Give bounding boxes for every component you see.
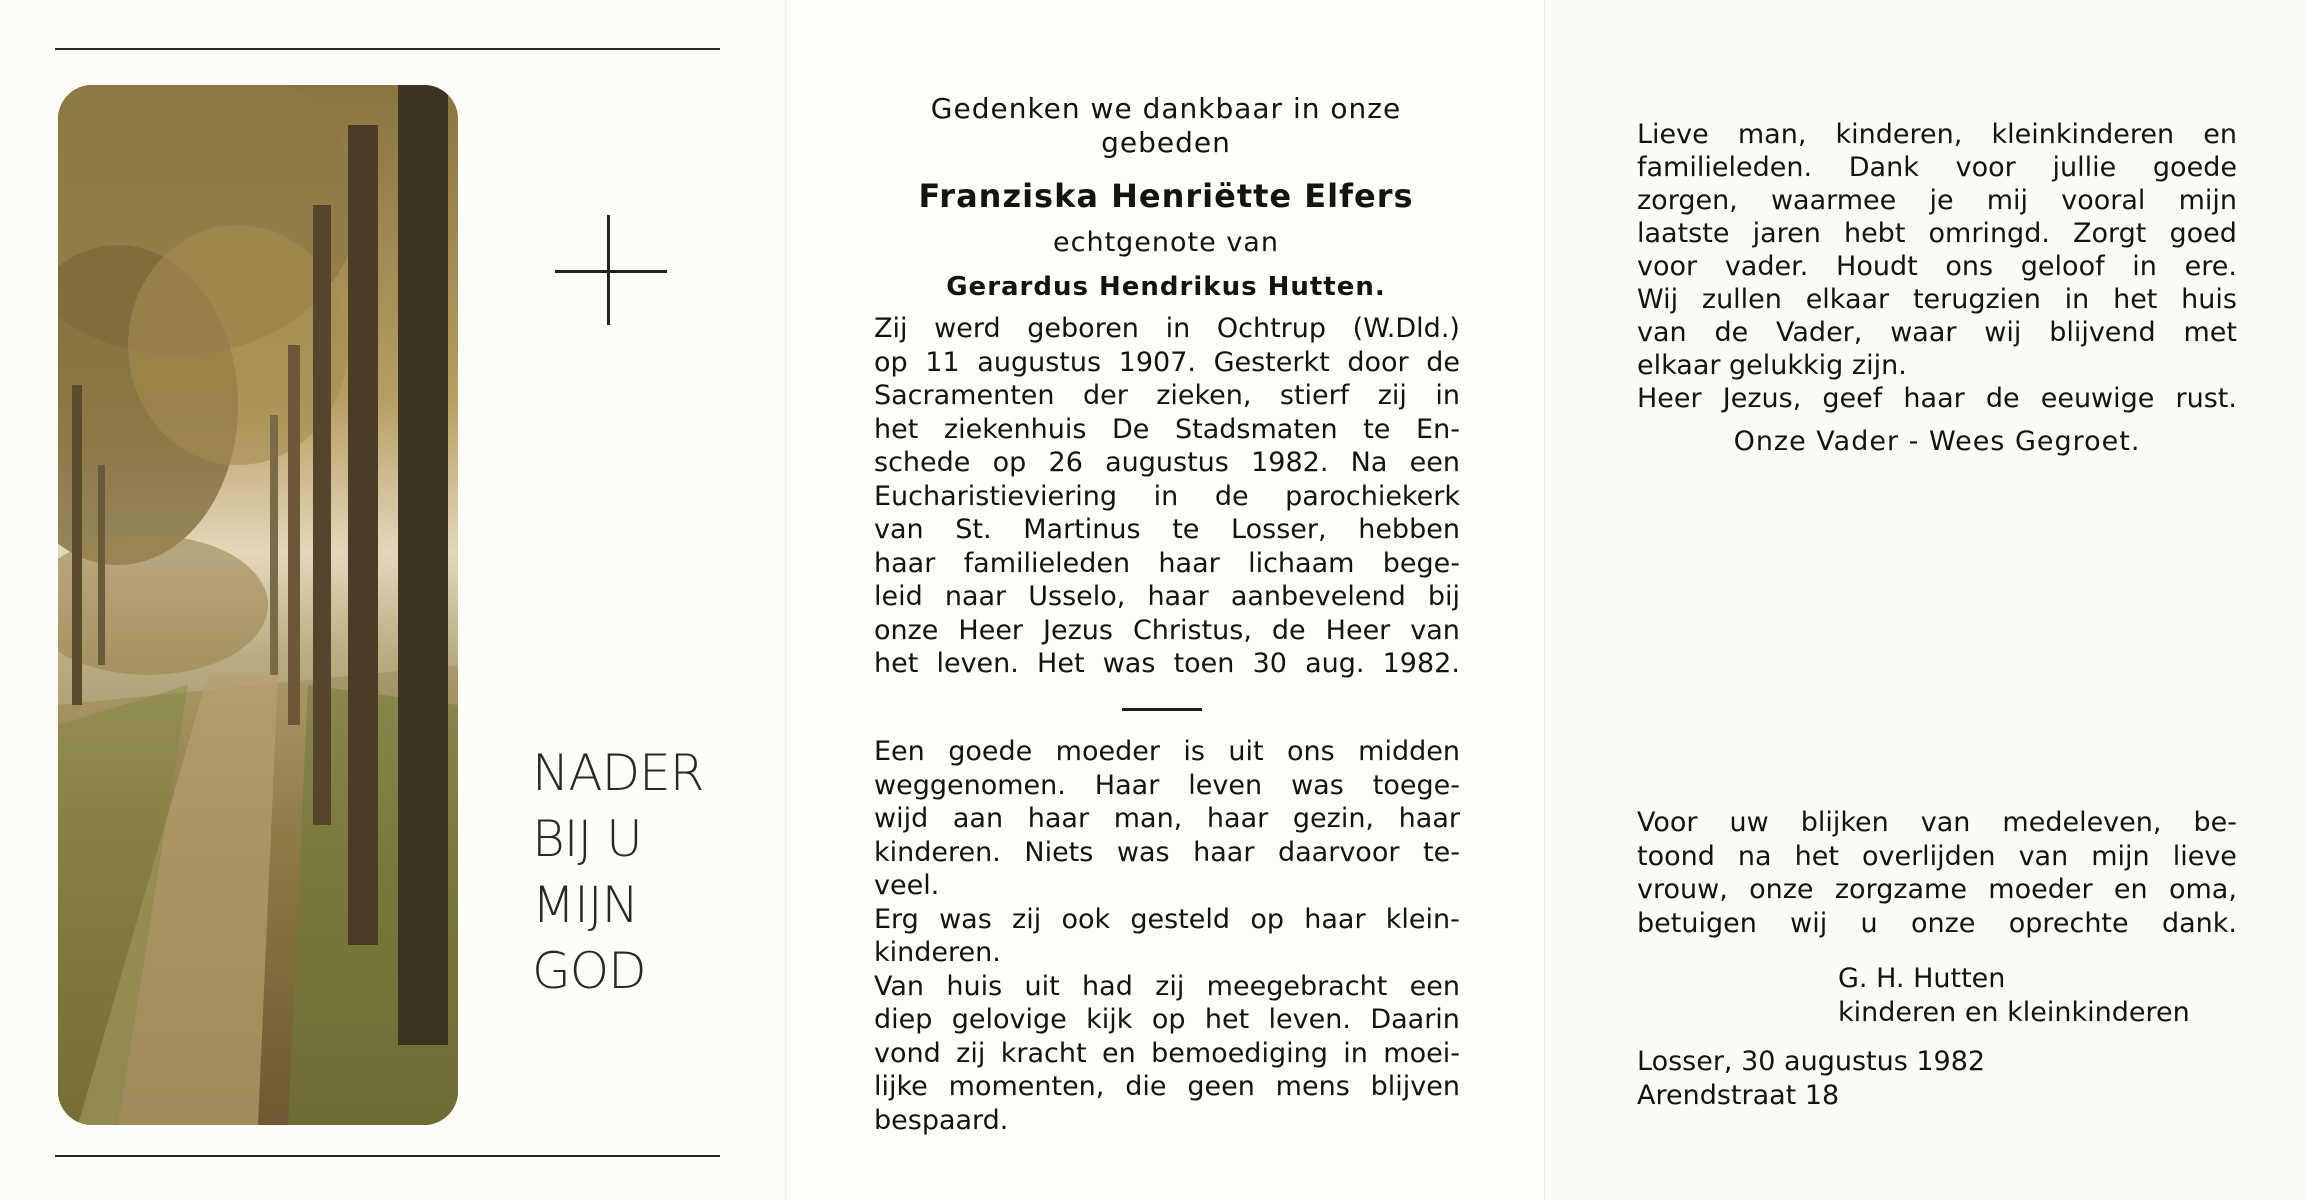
message-line: zorgen, waarmee je mij vooral mijn	[1637, 185, 2237, 216]
tribute	[874, 735, 1460, 1137]
message-line: Heer Jezus, geef haar de eeuwige rust.	[1637, 383, 2237, 414]
top-rule	[55, 48, 720, 50]
message-line: voor vader. Houdt ons geloof in ere.	[1637, 251, 2237, 282]
spouse-label: echtgenote van	[1053, 227, 1279, 258]
motto-line: GOD	[532, 942, 646, 1000]
signature	[1838, 962, 2258, 1029]
bottom-rule	[55, 1155, 720, 1157]
signature-name: G. H. Hutten	[1838, 963, 2006, 994]
bio-line: het ziekenhuis De Stadsmaten te En-	[874, 413, 1460, 445]
tribute-line: weggenomen. Haar leven was toege-	[874, 769, 1460, 801]
motto-line: NADER	[532, 744, 704, 802]
message-line: elkaar gelukkig zijn.	[1637, 350, 1907, 381]
intro	[846, 92, 1486, 160]
bio-line: Eucharistieviering in de parochiekerk	[874, 480, 1460, 512]
divider	[1122, 708, 1202, 711]
bio-line: op 11 augustus 1907. Gesterkt door de	[874, 346, 1460, 378]
forest-lane-photo	[58, 85, 458, 1125]
message-line: van de Vader, waar wij blijvend met	[1637, 317, 2237, 348]
spouse-name: Gerardus Hendrikus Hutten.	[946, 272, 1386, 302]
card-front-panel	[0, 0, 785, 1200]
bio-line: haar familieleden haar lichaam bege-	[874, 547, 1460, 579]
message-line: laatste jaren hebt omringd. Zorgt goed	[1637, 218, 2237, 249]
signature-family: kinderen en kleinkinderen	[1838, 996, 2190, 1028]
intro-line: gebeden	[1101, 126, 1231, 159]
thanks-line: betuigen wij u onze oprechte dank.	[1637, 907, 2237, 939]
bio-line: van St. Martinus te Losser, hebben	[874, 514, 1460, 545]
thanks-message	[1637, 806, 2237, 940]
tribute-line: bespaard.	[874, 1104, 1009, 1136]
card-inner-panel	[785, 0, 1545, 1200]
thanks-line: vrouw, onze zorgzame moeder en oma,	[1637, 874, 2237, 905]
tribute-line: Erg was zij ook gesteld op haar klein-	[874, 903, 1460, 935]
tribute-line: vond zij kracht en bemoediging in moei-	[874, 1037, 1460, 1069]
prayer: Onze Vader - Wees Gegroet.	[1733, 426, 2141, 457]
tribute-line: Van huis uit had zij meegebracht een	[874, 970, 1460, 1002]
thanks-line: Voor uw blijken van medeleven, be-	[1637, 807, 2237, 838]
tribute-line: diep gelovige kijk op het leven. Daarin	[874, 1004, 1460, 1035]
message-line: familieleden. Dank voor jullie goede	[1637, 152, 2237, 183]
motto	[532, 740, 752, 1004]
forest-lane-illustration	[58, 85, 458, 1125]
message-line: Lieve man, kinderen, kleinkinderen en	[1637, 119, 2237, 150]
tribute-line: kinderen.	[874, 937, 1001, 968]
cross-icon-bar	[555, 270, 667, 273]
tribute-line: wijd aan haar man, haar gezin, haar	[874, 803, 1460, 834]
tribute-line: veel.	[874, 870, 940, 901]
bio-line: schede op 26 augustus 1982. Na een	[874, 447, 1460, 478]
bio-line: Zij werd geboren in Ochtrup (W.Dld.)	[874, 313, 1460, 344]
place-date: Losser, 30 augustus 1982	[1637, 1046, 1986, 1077]
motto-line: MIJN	[532, 876, 639, 934]
biography	[874, 312, 1460, 681]
motto-line: BIJ U	[532, 810, 642, 868]
bio-line: Sacramenten der zieken, stierf zij in	[874, 380, 1460, 411]
farewell-message	[1637, 118, 2237, 415]
deceased-name: Franziska Henriëtte Elfers	[918, 177, 1414, 215]
bio-line: onze Heer Jezus Christus, de Heer van	[874, 614, 1460, 646]
tribute-line: lijke momenten, die geen mens blijven	[874, 1071, 1460, 1102]
card-back-panel	[1545, 0, 2307, 1200]
bio-line: het leven. Het was toen 30 aug. 1982.	[874, 648, 1460, 679]
intro-line: Gedenken we dankbaar in onze	[930, 92, 1402, 125]
address: Arendstraat 18	[1637, 1079, 1840, 1111]
bio-line: leid naar Usselo, haar aanbevelend bij	[874, 581, 1460, 612]
tribute-line: Een goede moeder is uit ons midden	[874, 736, 1460, 767]
address-block	[1637, 1045, 2137, 1112]
thanks-line: toond na het overlijden van mijn lieve	[1637, 840, 2237, 872]
message-line: Wij zullen elkaar terugzien in het huis	[1637, 284, 2237, 315]
tribute-line: kinderen. Niets was haar daarvoor te-	[874, 836, 1460, 868]
